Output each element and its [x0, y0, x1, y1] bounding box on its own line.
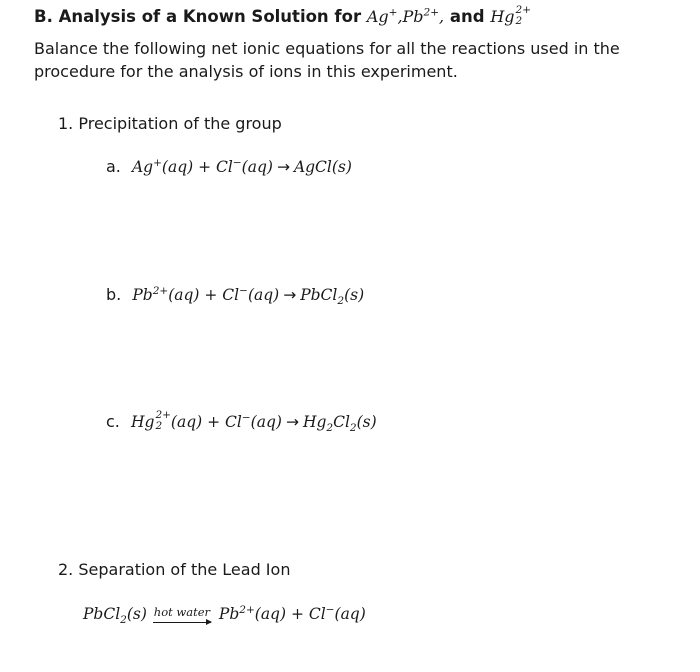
equation-a — [106, 156, 352, 178]
separation-reactant-state: (s) — [126, 605, 147, 623]
equation-b-product-state: (s) — [344, 286, 365, 304]
separation-plus: + — [286, 605, 309, 623]
separation-product-1-state: (aq) — [254, 605, 287, 623]
equation-b — [106, 284, 364, 306]
ion-separator: , — [397, 7, 403, 26]
equation-c-product-a-subscript: 2 — [326, 422, 334, 435]
equation-c-plus: + — [202, 413, 226, 431]
separation-product-1: Pb — [218, 605, 240, 623]
ion-pb-charge: 2+ — [423, 6, 440, 19]
equation-c-product-a: Hg — [302, 413, 327, 431]
ion-ag: Ag — [366, 7, 389, 26]
section-title-prefix: B. Analysis of a Known Solution for — [34, 7, 367, 26]
equation-c-product-b-subscript: 2 — [349, 422, 357, 435]
ion-and: and — [444, 7, 491, 26]
equation-a-anion-charge: − — [232, 156, 242, 169]
equation-c-product-state: (s) — [356, 413, 377, 431]
step-2-label: 2. Separation of the Lead Ion — [58, 560, 291, 579]
equation-b-letter: b. — [106, 285, 122, 304]
equation-a-anion-state: (aq) — [241, 158, 273, 176]
separation-product-2-state: (aq) — [334, 605, 366, 623]
separation-product-1-charge: 2+ — [239, 603, 255, 616]
ion-pb: Pb — [402, 7, 424, 26]
arrow-line — [153, 622, 211, 623]
equation-c-cation-charge: 2+ — [155, 409, 171, 421]
equation-a-plus: + — [193, 158, 217, 176]
equation-c-cation: Hg — [130, 413, 155, 431]
equation-c-anion: Cl — [225, 413, 242, 431]
equation-b-anion-state: (aq) — [247, 286, 280, 304]
reaction-arrow-icon: → — [283, 286, 297, 304]
equation-c-cation-state: (aq) — [170, 413, 203, 431]
equation-c-anion-charge: − — [241, 411, 251, 424]
ion-hg: Hg — [490, 7, 515, 26]
reaction-arrow-icon: → — [276, 158, 290, 176]
equation-b-cation-charge: 2+ — [152, 284, 169, 297]
equation-c-cation-subscript: 2 — [155, 420, 163, 432]
separation-product-2: Cl — [308, 605, 326, 623]
equation-a-cation: Ag — [131, 158, 154, 176]
equation-a-product: AgCl(s) — [293, 158, 352, 176]
section-heading — [34, 4, 531, 30]
equation-a-cation-state: (aq) — [161, 158, 194, 176]
ion-ag-charge: + — [388, 6, 398, 19]
ion-hg-charge: 2+ — [515, 3, 531, 16]
equation-b-product: PbCl — [300, 286, 338, 304]
equation-b-anion: Cl — [222, 286, 240, 304]
equation-c-product-b: Cl — [333, 413, 350, 431]
step-1-label: 1. Precipitation of the group — [58, 114, 282, 133]
separation-reactant-subscript: 2 — [120, 614, 127, 627]
ion-hg-sub: 2 — [515, 14, 523, 27]
equation-b-anion-charge: − — [239, 284, 248, 297]
equation-a-letter: a. — [106, 157, 121, 176]
equation-b-cation: Pb — [132, 286, 153, 304]
equation-a-anion: Cl — [216, 158, 233, 176]
reaction-arrow-icon — [153, 605, 211, 623]
separation-product-2-charge: − — [325, 603, 335, 616]
equation-b-cation-state: (aq) — [168, 286, 200, 304]
equation-c-anion-state: (aq) — [250, 413, 282, 431]
equation-b-product-subscript: 2 — [337, 295, 345, 308]
reaction-condition: hot water — [153, 605, 211, 619]
separation-reactant: PbCl — [83, 605, 121, 623]
equation-lead-separation — [83, 603, 366, 625]
reaction-arrow-icon: → — [285, 413, 299, 431]
equation-c — [106, 411, 377, 434]
instructions-text: Balance the following net ionic equations for all the reactions used in the procedure for the analysis of ions in this experiment. — [34, 39, 620, 81]
equation-a-cation-charge: + — [153, 156, 162, 169]
equation-b-plus: + — [199, 286, 223, 304]
ion-separator-2: , — [439, 7, 445, 26]
equation-c-letter: c. — [106, 412, 120, 431]
